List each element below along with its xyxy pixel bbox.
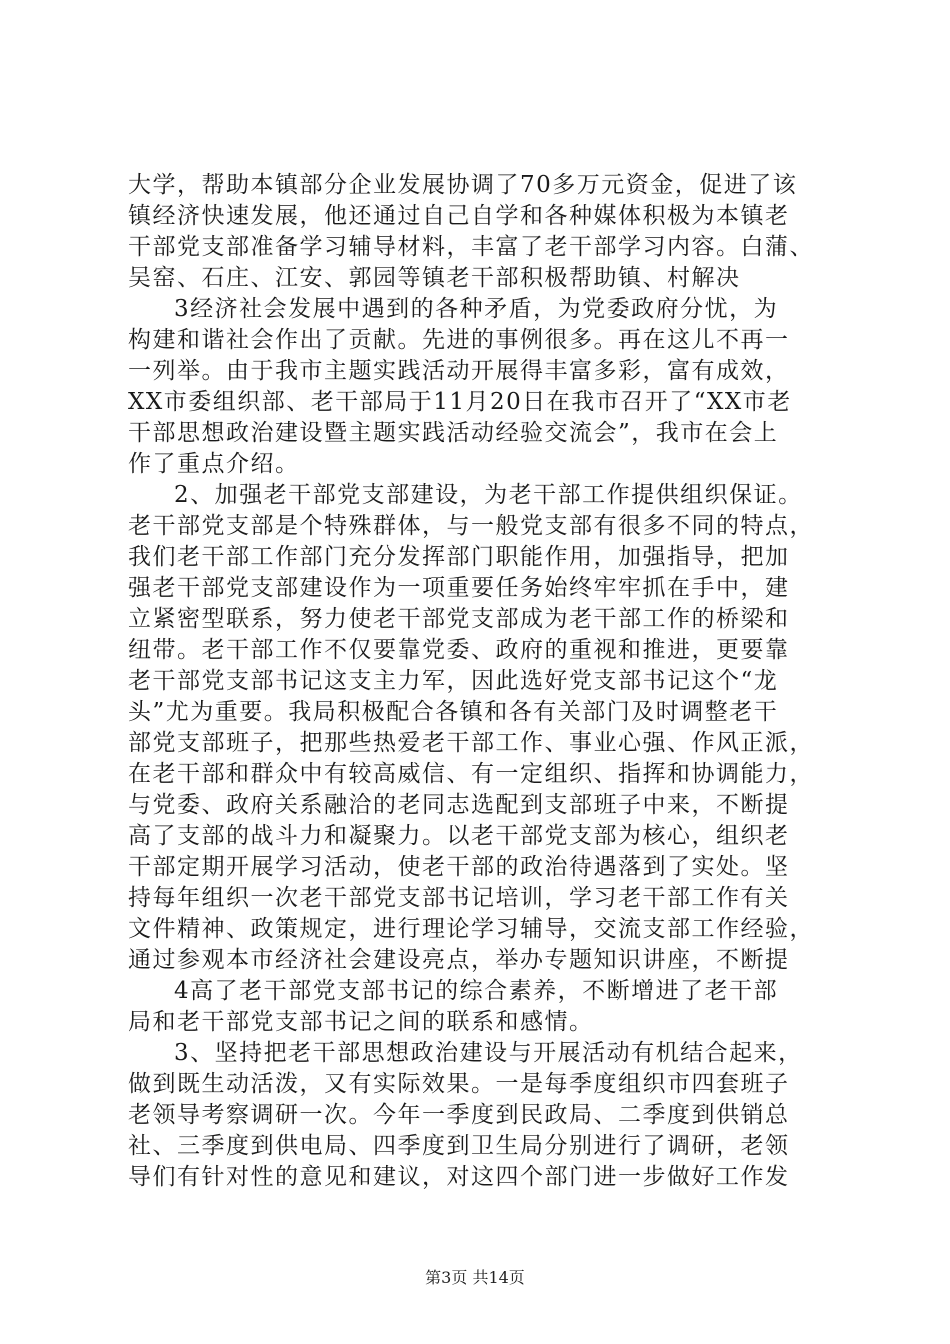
text-line: 作了重点介绍。 xyxy=(128,451,300,477)
text-line: 部党支部班子，把那些热爱老干部工作、事业心强、作风正派， xyxy=(128,730,814,756)
text-line: 局和老干部党支部书记之间的联系和感情。 xyxy=(128,1009,594,1035)
text-line: 高了支部的战斗力和凝聚力。以老干部党支部为核心，组织老 xyxy=(128,823,790,849)
text-line: 老领导考察调研一次。今年一季度到民政局、二季度到供销总 xyxy=(128,1102,790,1128)
text-line: 与党委、政府关系融洽的老同志选配到支部班子中来，不断提 xyxy=(128,792,790,818)
text-line: 4高了老干部党支部书记的综合素养，不断增进了老干部 xyxy=(174,978,779,1004)
text-line: 持每年组织一次老干部党支部书记培训，学习老干部工作有关 xyxy=(128,885,790,911)
text-line: 大学，帮助本镇部分企业发展协调了70多万元资金，促进了该 xyxy=(128,172,798,198)
text-line: 3经济社会发展中遇到的各种矛盾，为党委政府分忧，为 xyxy=(174,296,779,322)
text-line: 立紧密型联系，努力使老干部党支部成为老干部工作的桥梁和 xyxy=(128,606,790,632)
text-line: 社、三季度到供电局、四季度到卫生局分别进行了调研，老领 xyxy=(128,1133,790,1159)
text-line: 一列举。由于我市主题实践活动开展得丰富多彩，富有成效， xyxy=(128,358,790,384)
text-line: 导们有针对性的意见和建议，对这四个部门进一步做好工作发 xyxy=(128,1164,790,1190)
text-line: 通过参观本市经济社会建设亮点，举办专题知识讲座，不断提 xyxy=(128,947,790,973)
text-line: XX市委组织部、老干部局于11月20日在我市召开了“XX市老 xyxy=(128,389,792,415)
text-line: 纽带。老干部工作不仅要靠党委、政府的重视和推进，更要靠 xyxy=(128,637,790,663)
text-line: 头”尤为重要。我局积极配合各镇和各有关部门及时调整老干 xyxy=(128,699,779,725)
text-line: 干部思想政治建设暨主题实践活动经验交流会”，我市在会上 xyxy=(128,420,779,446)
text-line: 干部党支部准备学习辅导材料，丰富了老干部学习内容。白蒲、 xyxy=(128,234,814,260)
text-line: 镇经济快速发展，他还通过自己自学和各种媒体积极为本镇老 xyxy=(128,203,790,229)
text-line: 我们老干部工作部门充分发挥部门职能作用，加强指导，把加 xyxy=(128,544,790,570)
text-line: 老干部党支部是个特殊群体，与一般党支部有很多不同的特点， xyxy=(128,513,814,539)
page-number-footer: 第3页 共14页 xyxy=(425,1268,525,1287)
document-body xyxy=(128,170,828,1193)
text-line: 做到既生动活泼，又有实际效果。一是每季度组织市四套班子 xyxy=(128,1071,790,1097)
text-line: 老干部党支部书记这支主力军，因此选好党支部书记这个“龙 xyxy=(128,668,779,694)
text-line: 在老干部和群众中有较高威信、有一定组织、指挥和协调能力， xyxy=(128,761,814,787)
text-line: 强老干部党支部建设作为一项重要任务始终牢牢抓在手中，建 xyxy=(128,575,790,601)
text-line: 3、坚持把老干部思想政治建设与开展活动有机结合起来， xyxy=(174,1040,803,1066)
text-line: 吴窑、石庄、江安、郭园等镇老干部积极帮助镇、村解决 xyxy=(128,265,741,291)
text-line: 干部定期开展学习活动，使老干部的政治待遇落到了实处。坚 xyxy=(128,854,790,880)
text-line: 文件精神、政策规定，进行理论学习辅导，交流支部工作经验， xyxy=(128,916,814,942)
text-line: 构建和谐社会作出了贡献。先进的事例很多。再在这儿不再一 xyxy=(128,327,790,353)
text-line: 2、加强老干部党支部建设，为老干部工作提供组织保证。 xyxy=(174,482,803,508)
